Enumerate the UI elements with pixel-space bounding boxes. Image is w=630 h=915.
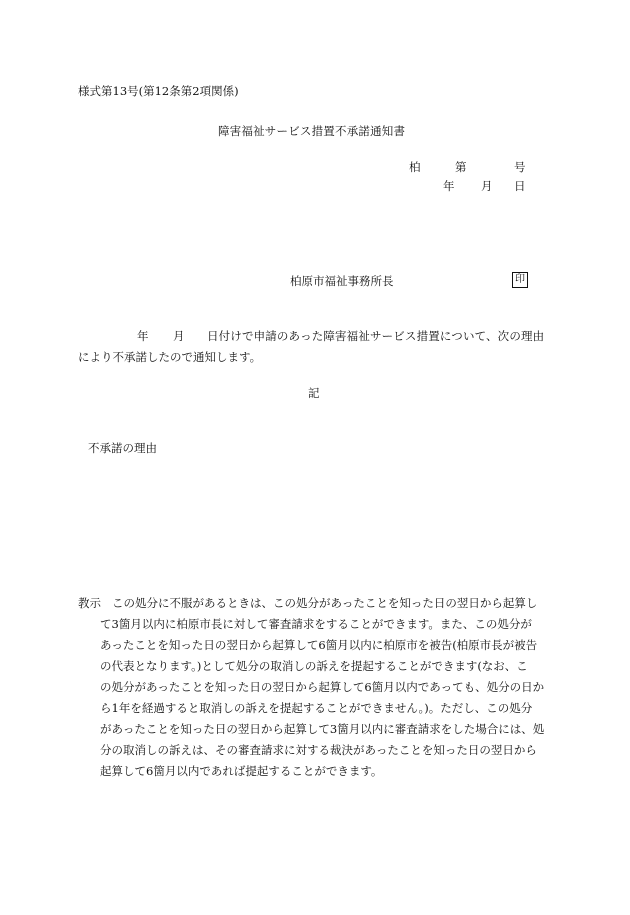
- document-title: 障害福祉サービス措置不承諾通知書: [218, 124, 406, 138]
- reason-heading: 不承諾の理由: [88, 441, 157, 455]
- kyoji-label: 教示: [78, 596, 101, 610]
- body-year-label: 年: [137, 329, 149, 343]
- kyoji-line: て3箇月以内に柏原市長に対して審査請求をすることができます。また、この処分が: [100, 617, 532, 631]
- reference-go: 号: [514, 160, 526, 174]
- kyoji-line: あったことを知った日の翌日から起算して6箇月以内に柏原市を被告(柏原市長が被告: [100, 638, 538, 652]
- kyoji-line: 起算して6箇月以内であれば提起することができます。: [100, 764, 383, 778]
- kyoji-line: の代表となります。)として処分の取消しの訴えを提起することができます(なお、こ: [100, 659, 528, 673]
- reference-dai: 第: [455, 160, 467, 174]
- body-text-line-1: 日付けで申請のあった障害福祉サービス措置について、次の理由: [207, 329, 545, 343]
- body-text-line-2: により不承諾したので通知します。: [78, 350, 262, 364]
- body-month-label: 月: [173, 329, 185, 343]
- date-day-label: 日: [514, 179, 526, 193]
- kyoji-line: があったことを知った日の翌日から起算して3箇月以内に審査請求をした場合には、処: [100, 722, 545, 736]
- seal-label: 印: [515, 274, 525, 285]
- form-number: 様式第13号(第12条第2項関係): [78, 84, 239, 98]
- kyoji-line: この処分に不服があるときは、この処分があったことを知った日の翌日から起算し: [112, 596, 538, 610]
- kyoji-line: ら1年を経過すると取消しの訴えを提起することができません。)。ただし、この処分: [100, 701, 533, 715]
- issuer-name: 柏原市福祉事務所長: [290, 274, 394, 288]
- kyoji-line: の処分があったことを知った日の翌日から起算して6箇月以内であっても、処分の日か: [100, 680, 545, 694]
- seal-mark: [512, 272, 528, 288]
- reference-kashiwa: 柏: [409, 160, 421, 174]
- kyoji-line: 分の取消しの訴えは、その審査請求に対する裁決があったことを知った日の翌日から: [100, 743, 537, 757]
- date-month-label: 月: [481, 179, 493, 193]
- date-year-label: 年: [443, 179, 455, 193]
- ki-heading: 記: [308, 386, 320, 400]
